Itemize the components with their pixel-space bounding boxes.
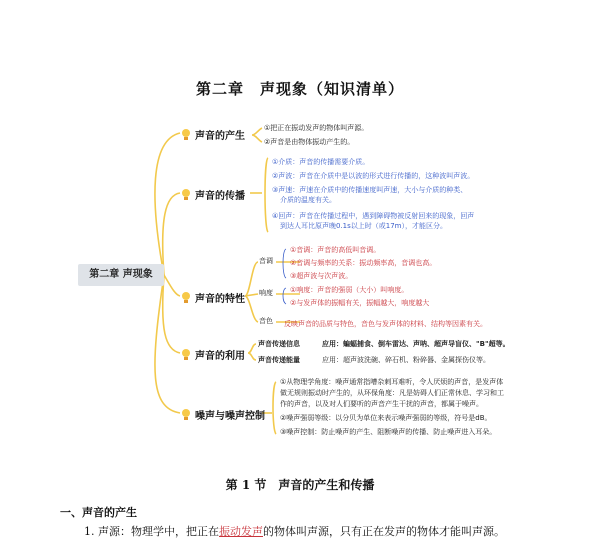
branch-sound-production [180,127,245,142]
lightbulb-icon [180,128,192,142]
leaf-b5-2: ②噪声强弱等级：以分贝为单位来表示噪声强弱的等级，符号是dB。 [280,414,492,422]
bracket-b4 [248,344,256,360]
lightbulb-icon [180,188,192,202]
leaf-b2-4: ④回声：声音在传播过程中，遇到障碍物被反射回来的现象，回声 [272,212,475,220]
connector-b3-tone [245,262,258,296]
sub-tone: 音调 [259,257,273,265]
app-row-2-value: 应用：超声波洗碗、碎石机、粉碎器、金属探伤仪等。 [322,356,490,364]
leaf-b1-2: ②声音是由物体振动产生的。 [264,138,355,146]
leaf-loud-2: ②与发声体的振幅有关，振幅越大，响度越大 [290,299,430,307]
branch-sound-applications [180,347,245,362]
leaf-b1-1: ①把正在振动发声的物体叫声源。 [264,124,369,132]
app-row-1-value: 应用：蝙蝠捕食、倒车雷达、声呐、超声导盲仪、"B"超等。 [322,340,510,348]
leaf-tone-2: ②音调与频率的关系：振动频率高，音调也高。 [290,259,437,267]
connector-b3 [164,275,180,296]
lightbulb-icon [180,291,192,305]
connector-b5 [155,275,180,413]
sub-loudness: 响度 [259,289,273,297]
sub-timbre: 音色 [259,317,273,325]
bracket-b1 [252,128,262,142]
bracket-b5 [273,382,276,434]
para-prefix: 1. 声源：物理学中，把正在 [84,525,219,538]
para-underlined: 振动发声 [219,525,263,538]
mindmap-root: 第二章 声现象 [78,264,164,286]
leaf-timbre: 反映声音的品质与特色，音色与发声体的材料、结构等因素有关。 [284,320,487,328]
lightbulb-icon [180,348,192,362]
leaf-tone-3: ③超声波与次声波。 [290,272,353,280]
leaf-tone-1: ①音调：声音的高低叫音调。 [290,246,381,254]
branch-label: 声音的传播 [195,191,245,202]
leaf-b5-3: ③噪声控制：防止噪声的产生、阻断噪声的传播、防止噪声进入耳朵。 [280,428,497,436]
leaf-b2-2: ②声波：声音在介质中是以波的形式进行传播的，这种波叫声波。 [272,172,475,180]
leaf-b5-1b: 做无规则振动时产生的，从环保角度：凡是妨碍人们正常休息、学习和工 [280,389,504,397]
leaf-b5-1: ①从物理学角度：噪声通常指嘈杂刺耳难听，令人厌烦的声音，是发声体 [280,378,504,386]
bracket-b2 [265,158,268,232]
branch-label: 声音的利用 [195,351,245,362]
app-row-2-key: 声音传递能量 [258,356,300,364]
section-title: 第 1 节 声音的产生和传播 [225,478,375,492]
heading: 一、声音的产生 [60,506,137,519]
leaf-loud-1: ①响度：声音的强弱（大小）叫响度。 [290,286,409,294]
leaf-b2-1: ①介质：声音的传播需要介质。 [272,158,370,166]
para-suffix: 的物体叫声源，只有正在发声的物体才能叫声源。 [263,525,505,538]
branch-sound-propagation [180,187,245,202]
leaf-b2-3b: 介质的温度有关。 [280,196,336,204]
lightbulb-icon [180,408,192,422]
connector-b2 [163,193,180,275]
connector-b3-timbre [245,296,258,322]
branch-noise-control [180,407,265,422]
leaf-b2-3: ③声速：声速在介质中的传播速度叫声速，大小与介质的种类、 [272,186,468,194]
leaf-b2-4b: 到达人耳比原声晚0.1s以上时（或17m），才能区分。 [280,222,448,230]
branch-label: 声音的产生 [195,131,245,142]
paragraph [84,523,505,539]
branch-label: 噪声与噪声控制 [195,411,265,422]
page-title: 第二章 声现象（知识清单） [195,80,404,98]
branch-sound-characteristics [180,290,245,305]
leaf-b5-1c: 作的声音，以及对人们要听的声音产生干扰的声音，都属于噪声。 [280,400,483,408]
branch-label: 声音的特性 [195,294,245,305]
app-row-1-key: 声音传递信息 [258,340,300,348]
